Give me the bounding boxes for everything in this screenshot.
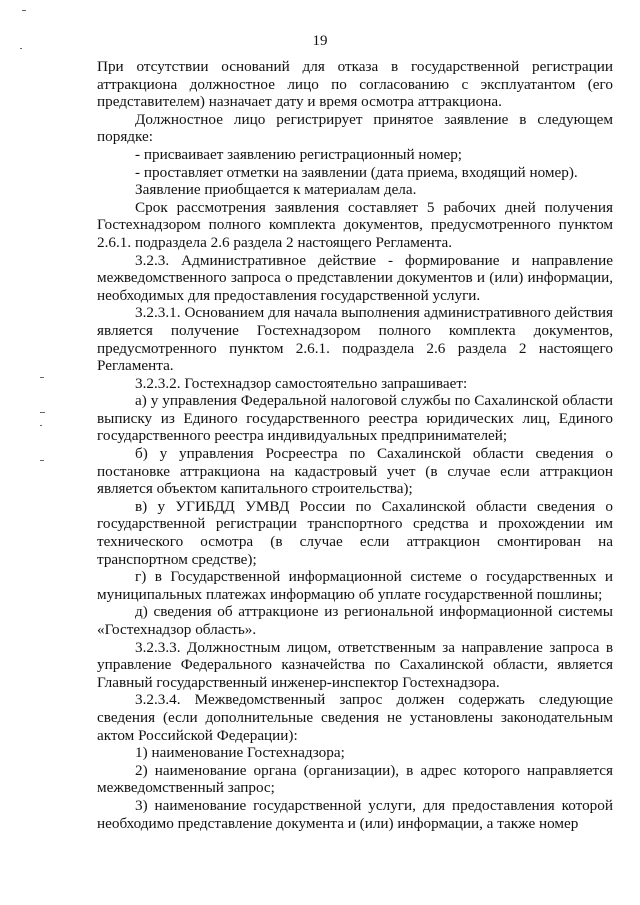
- page-number: 19: [312, 33, 328, 49]
- paragraph: б) у управления Росреестра по Сахалинской области сведения о постановке аттракциона на кадастровый учет (в случае если аттракцион является объектом капитального строительства);: [97, 445, 613, 498]
- scan-mark: [40, 377, 44, 378]
- paragraph: 3.2.3.2. Гостехнадзор самостоятельно запрашивает:: [135, 374, 468, 392]
- paragraph: в) у УГИБДД УМВД России по Сахалинской области сведения о государственной регистрации транспортного средства и прохождении им технического осмотра (в случае если аттракцион смонтирован на транспортном средстве);: [97, 497, 613, 568]
- paragraph: 3.2.3.3. Должностным лицом, ответственным за направление запроса в управление Федерального казначейства по Сахалинской области, является Главный государственный инженер-инспектор Гостехнадзора.: [97, 638, 613, 691]
- paragraph: При отсутствии оснований для отказа в государственной регистрации аттракциона должностное лицо по согласованию с эксплуатантом (его представителем) назначает дату и время осмотра аттракциона.: [97, 58, 613, 111]
- paragraph: а) у управления Федеральной налоговой службы по Сахалинской области выписку из Единого государственного реестра юридических лиц, Единого государственного реестра индивидуальных предпринимателей;: [97, 392, 613, 445]
- scan-mark: [22, 10, 26, 11]
- paragraph: д) сведения об аттракционе из региональной информационной системы «Гостехнадзор область».: [97, 603, 613, 638]
- paragraph: Должностное лицо регистрирует принятое заявление в следующем порядке:: [97, 110, 613, 146]
- document-body: [97, 58, 613, 832]
- paragraph: - присваивает заявлению регистрационный номер;: [135, 145, 463, 163]
- paragraph: Срок рассмотрения заявления составляет 5 рабочих дней получения Гостехнадзором полного комплекта документов, предусмотренного пунктом 2.6.1. подраздела 2.6 раздела 2 настоящего Регламента.: [97, 198, 613, 251]
- paragraph: 3) наименование государственной услуги, для предоставления которой необходимо представление документа и (или) информации, а также номер: [97, 796, 613, 832]
- scan-mark: [20, 48, 22, 49]
- paragraph: 2) наименование органа (организации), в адрес которого направляется межведомственный запрос;: [97, 761, 613, 797]
- paragraph: 3.2.3.4. Межведомственный запрос должен содержать следующие сведения (если дополнительные сведения не установлены законодательным актом Российской Федерации):: [97, 691, 613, 744]
- paragraph: 1) наименование Гостехнадзора;: [135, 744, 345, 762]
- paragraph: 3.2.3.1. Основанием для начала выполнения административного действия является получение Гостехнадзором полного комплекта документов, предусмотренного пунктом 2.6.1. подраздела 2.6 раздела 2 настоящего Регламента.: [97, 304, 613, 375]
- scan-mark: [40, 425, 42, 426]
- paragraph: - проставляет отметки на заявлении (дата приема, входящий номер).: [135, 163, 578, 181]
- paragraph: 3.2.3. Административное действие - формирование и направление межведомственного запроса о представлении документов и (или) информации, необходимых для предоставления государственной услуги.: [97, 251, 613, 304]
- paragraph: г) в Государственной информационной системе о государственных и муниципальных платежах информацию об уплате государственной пошлины;: [97, 568, 613, 603]
- paragraph: Заявление приобщается к материалам дела.: [135, 181, 417, 199]
- scan-mark: [40, 460, 44, 461]
- scan-mark: [40, 412, 45, 413]
